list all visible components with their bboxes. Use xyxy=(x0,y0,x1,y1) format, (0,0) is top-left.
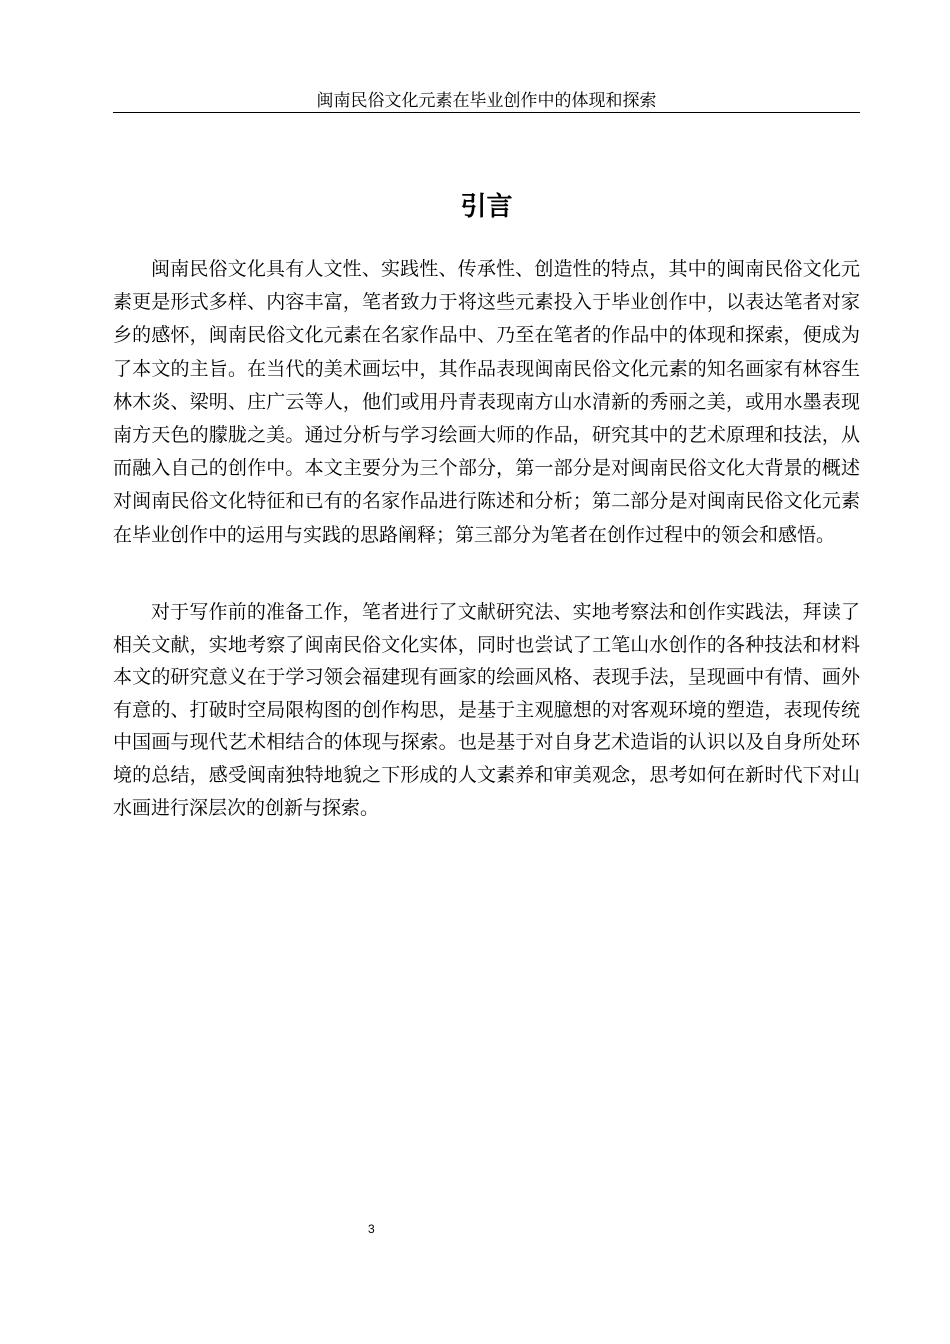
text-line: 在毕业创作中的运用与实践的思路阐释；第三部分为笔者在创作过程中的领会和感悟。 xyxy=(113,523,836,546)
text-line: 南方天色的朦胧之美。通过分析与学习绘画大师的作品，研究其中的艺术原理和技法，从 xyxy=(113,423,860,446)
text-line: 中国画与现代艺术相结合的体现与探索。也是基于对自身艺术造诣的认识以及自身所处环 xyxy=(113,731,860,754)
page-number: 3 xyxy=(368,1222,375,1236)
paragraph-1 xyxy=(113,253,860,552)
paragraph-2 xyxy=(113,596,860,824)
text-line: 素更是形式多样、内容丰富，笔者致力于将这些元素投入于毕业创作中，以表达笔者对家 xyxy=(113,291,860,314)
header-rule xyxy=(113,112,860,113)
text-line: 本文的研究意义在于学习领会福建现有画家的绘画风格、表现手法，呈现画中有情、画外 xyxy=(113,666,860,689)
text-line: 对于写作前的准备工作，笔者进行了文献研究法、实地考察法和创作实践法，拜读了 xyxy=(151,601,860,623)
text-line: 乡的感怀，闽南民俗文化元素在名家作品中、乃至在笔者的作品中的体现和探索，便成为 xyxy=(113,324,860,347)
section-title: 引言 xyxy=(460,192,513,222)
text-line: 水画进行深层次的创新与探索。 xyxy=(113,796,380,819)
text-line: 闽南民俗文化具有人文性、实践性、传承性、创造性的特点，其中的闽南民俗文化元 xyxy=(151,258,860,280)
text-line: 境的总结，感受闽南独特地貌之下形成的人文素养和审美观念，思考如何在新时代下对山 xyxy=(113,763,860,786)
text-line: 林木炎、梁明、庄广云等人，他们或用丹青表现南方山水清新的秀丽之美，或用水墨表现 xyxy=(113,390,860,413)
running-header: 闽南民俗文化元素在毕业创作中的体现和探索 xyxy=(316,91,657,111)
text-line: 对闽南民俗文化特征和已有的名家作品进行陈述和分析；第二部分是对闽南民俗文化元素 xyxy=(113,490,860,513)
text-line: 了本文的主旨。在当代的美术画坛中，其作品表现闽南民俗文化元素的知名画家有林容生 xyxy=(113,357,860,380)
text-line: 而融入自己的创作中。本文主要分为三个部分，第一部分是对闽南民俗文化大背景的概述 xyxy=(113,457,860,480)
text-line: 有意的、打破时空局限构图的创作构思，是基于主观臆想的对客观环境的塑造，表现传统 xyxy=(113,698,860,721)
text-line: 相关文献，实地考察了闽南民俗文化实体，同时也尝试了工笔山水创作的各种技法和材料 xyxy=(113,633,860,656)
